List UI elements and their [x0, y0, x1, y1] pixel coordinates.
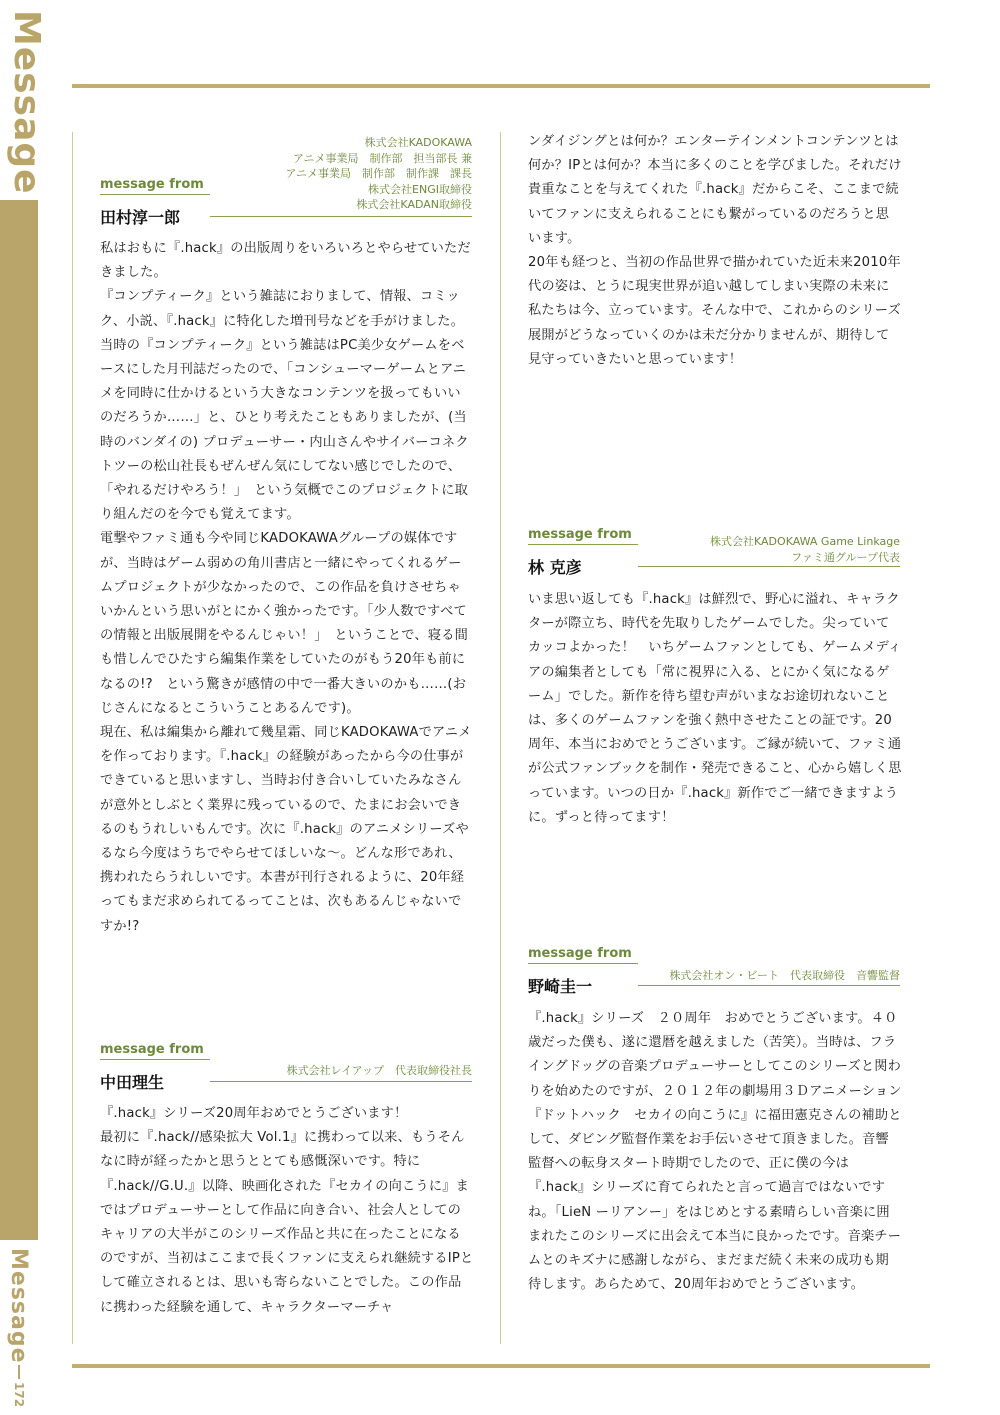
paragraph: 20年も経つと、当初の作品世界で描かれていた近未来2010年代の姿は、とうに現実世界が追い越してしまい実際の未来に私たちは今、立っています。そんな中で、これからのシリーズ展開がどうなっていくのかは未だ分かりませんが、期待して見守っていきたいと思っています！ [528, 255, 901, 367]
message-from-label: message from [528, 527, 632, 542]
header-underline [638, 985, 900, 986]
message-body-nakata-continued [528, 130, 902, 372]
header-underline [210, 216, 472, 217]
author-name-hayashi: 林 克彦 [528, 558, 582, 577]
affiliation-hayashi: 株式会社KADOKAWA Game Linkage ファミ通グループ代表 [710, 535, 900, 564]
message-from-label: message from [100, 1042, 204, 1057]
message-from-label: message from [100, 177, 204, 192]
center-column-divider [500, 132, 501, 1344]
paragraph: 『.hack』シリーズ ２０周年 おめでとうございます。４０歳だった僕も、遂に還暦を越えました（苦笑）。当時は、フライングドッグの音楽プロデューサーとしてこのシリーズと関わりを始めたのですが、２０１２年の劇場用３Ｄアニメーション『ドットハック セカイの向こうに』に福田憲克さんの補助として、ダビング監督作業をお手伝いさせて頂きました。音響監督への転身スタート時期でしたので、正に僕の今は『.hack』シリーズに育てられたと言って過言ではないですね。「LieN ーリアンー」をはじめとする素晴らしい音楽に囲まれたこのシリーズに出会えて本当に良かったです。音楽チームとのキズナに感謝しながら、まだまだ続く未来の成功も期待します。あらためて、20周年おめでとうございます。 [528, 1011, 902, 1293]
paragraph: 現在、私は編集から離れて幾星霜、同じKADOKAWAでアニメを作っております。『.hack』の経験があったから今の仕事ができていると思いますし、当時お付き合いしていたみなさんが意外としぶとく業界に残っているので、たまにお会いできるのもうれしいもんです。次に『.hack』のアニメシリーズやるなら今度はうちでやらせてほしいな〜。どんな形であれ、携われたらうれしいです。本書が刊行されるように、20年経ってもまだ求められてるってことは、次もあるんじゃないですか!? [100, 725, 472, 934]
author-name-tamura: 田村淳一郎 [100, 208, 181, 227]
paragraph: 当時の『コンプティーク』という雑誌はPC美少女ゲームをベースにした月刊誌だったので、「コンシューマーゲームとアニメを同時に仕かけるという大きなコンテンツを扱ってもいいのだろうか……」と、ひとり考えたこともありましたが、(当時のバンダイの) プロデューサー・内山さんやサイバーコネクトツーの松山社長もぜんぜん気にしてない感じでしたので、「やれるだけやろう！」 という気概でこのプロジェクトに取り組んだのを今でも覚えてます。 [100, 337, 469, 523]
side-title-bottom: Message [6, 1248, 31, 1364]
header-underline [638, 566, 900, 567]
bottom-rule [72, 1364, 930, 1368]
affiliation-nozaki: 株式会社オン・ビート 代表取締役 音響監督 [669, 969, 900, 982]
header-underline [100, 1059, 210, 1060]
header-underline [528, 544, 638, 545]
author-name-nozaki: 野崎圭一 [528, 977, 593, 996]
affiliation-tamura: 株式会社KADOKAWA アニメ事業局 制作部 担当部長 兼 アニメ事業局 制作部 制作課 課長 株式会社ENGI取締役 株式会社KADAN取締役 [285, 136, 472, 211]
header-underline [100, 194, 210, 195]
paragraph: ンダイジングとは何か？エンターテインメントコンテンツとは何か？IPとは何か？本当に多くのことを学びました。それだけ貴重なことを与えてくれた『.hack』だからこそ、ここまで続いてファンに支えられることにも繋がっているのだろうと思います。 [528, 134, 902, 246]
author-name-nakata: 中田理生 [100, 1073, 165, 1092]
affiliation-nakata: 株式会社レイアップ 代表取締役社長 [286, 1064, 472, 1077]
message-body-hayashi [528, 588, 902, 830]
message-body-nozaki [528, 1007, 902, 1297]
header-underline [528, 963, 638, 964]
paragraph: 『.hack』シリーズ20周年おめでとうございます！ [100, 1106, 408, 1121]
message-body-tamura [100, 237, 474, 939]
paragraph: 『コンプティーク』という雑誌におりまして、情報、コミック、小説、『.hack』に特化した増刊号などを手がけました。 [100, 289, 465, 329]
header-underline [210, 1081, 472, 1082]
paragraph: 電撃やファミ通も今や同じKADOKAWAグループの媒体ですが、当時はゲーム弱めの角川書店と一緒にやってくれるゲームプロジェクトが少なかったので、この作品を負けさせちゃいかんという思いがとにかく強かったです。「少人数ですべての情報と出版展開をやるんじゃい！」 ということで、寝る間も惜しんでひたすら編集作業をしていたのがもう20年も前になるの!? という驚きが感情の中で一番大きいのかも……(おじさんになるとこういうことあるんです)。 [100, 531, 468, 716]
top-rule [72, 84, 930, 88]
side-title-top: Message [6, 10, 47, 195]
gold-sidebar-band [0, 200, 38, 1240]
message-body-nakata [100, 1102, 474, 1320]
message-from-label: message from [528, 946, 632, 961]
page-number: 172 [12, 1382, 26, 1408]
paragraph: 私はおもに『.hack』の出版周りをいろいろとやらせていただきました。 [100, 241, 471, 281]
left-column-divider [72, 132, 73, 1344]
paragraph: 最初に『.hack//感染拡大 Vol.1』に携わって以来、もうそんなに時が経ったかと思うととても感慨深いです。特に『.hack//G.U.』以降、映画化された『セカイの向こうに』まではプロデューサーとして作品に向き合い、社会人としてのキャリアの大半がこのシリーズ作品と共に在ったことになるのですが、当初はここまで長くファンに支えられ継続するIPとして確立されるとは、思いも寄らないことでした。この作品に携わった経験を通して、キャラクターマーチャ [100, 1130, 474, 1315]
paragraph: いま思い返しても『.hack』は鮮烈で、野心に溢れ、キャラクターが際立ち、時代を先取りしたゲームでした。尖っていてカッコよかった！ いちゲームファンとしても、ゲームメディアの編集者としても「常に視界に入る、とにかく気になるゲーム」でした。新作を待ち望む声がいまなお途切れないことは、多くのゲームファンを強く熱中させたことの証です。20周年、本当におめでとうございます。ご縁が続いて、ファミ通が公式ファンブックを制作・発売できること、心から嬉しく思っています。いつの日か『.hack』新作でご一緒できますように。ずっと待ってます！ [528, 592, 902, 825]
page-number-marker [18, 1365, 20, 1379]
